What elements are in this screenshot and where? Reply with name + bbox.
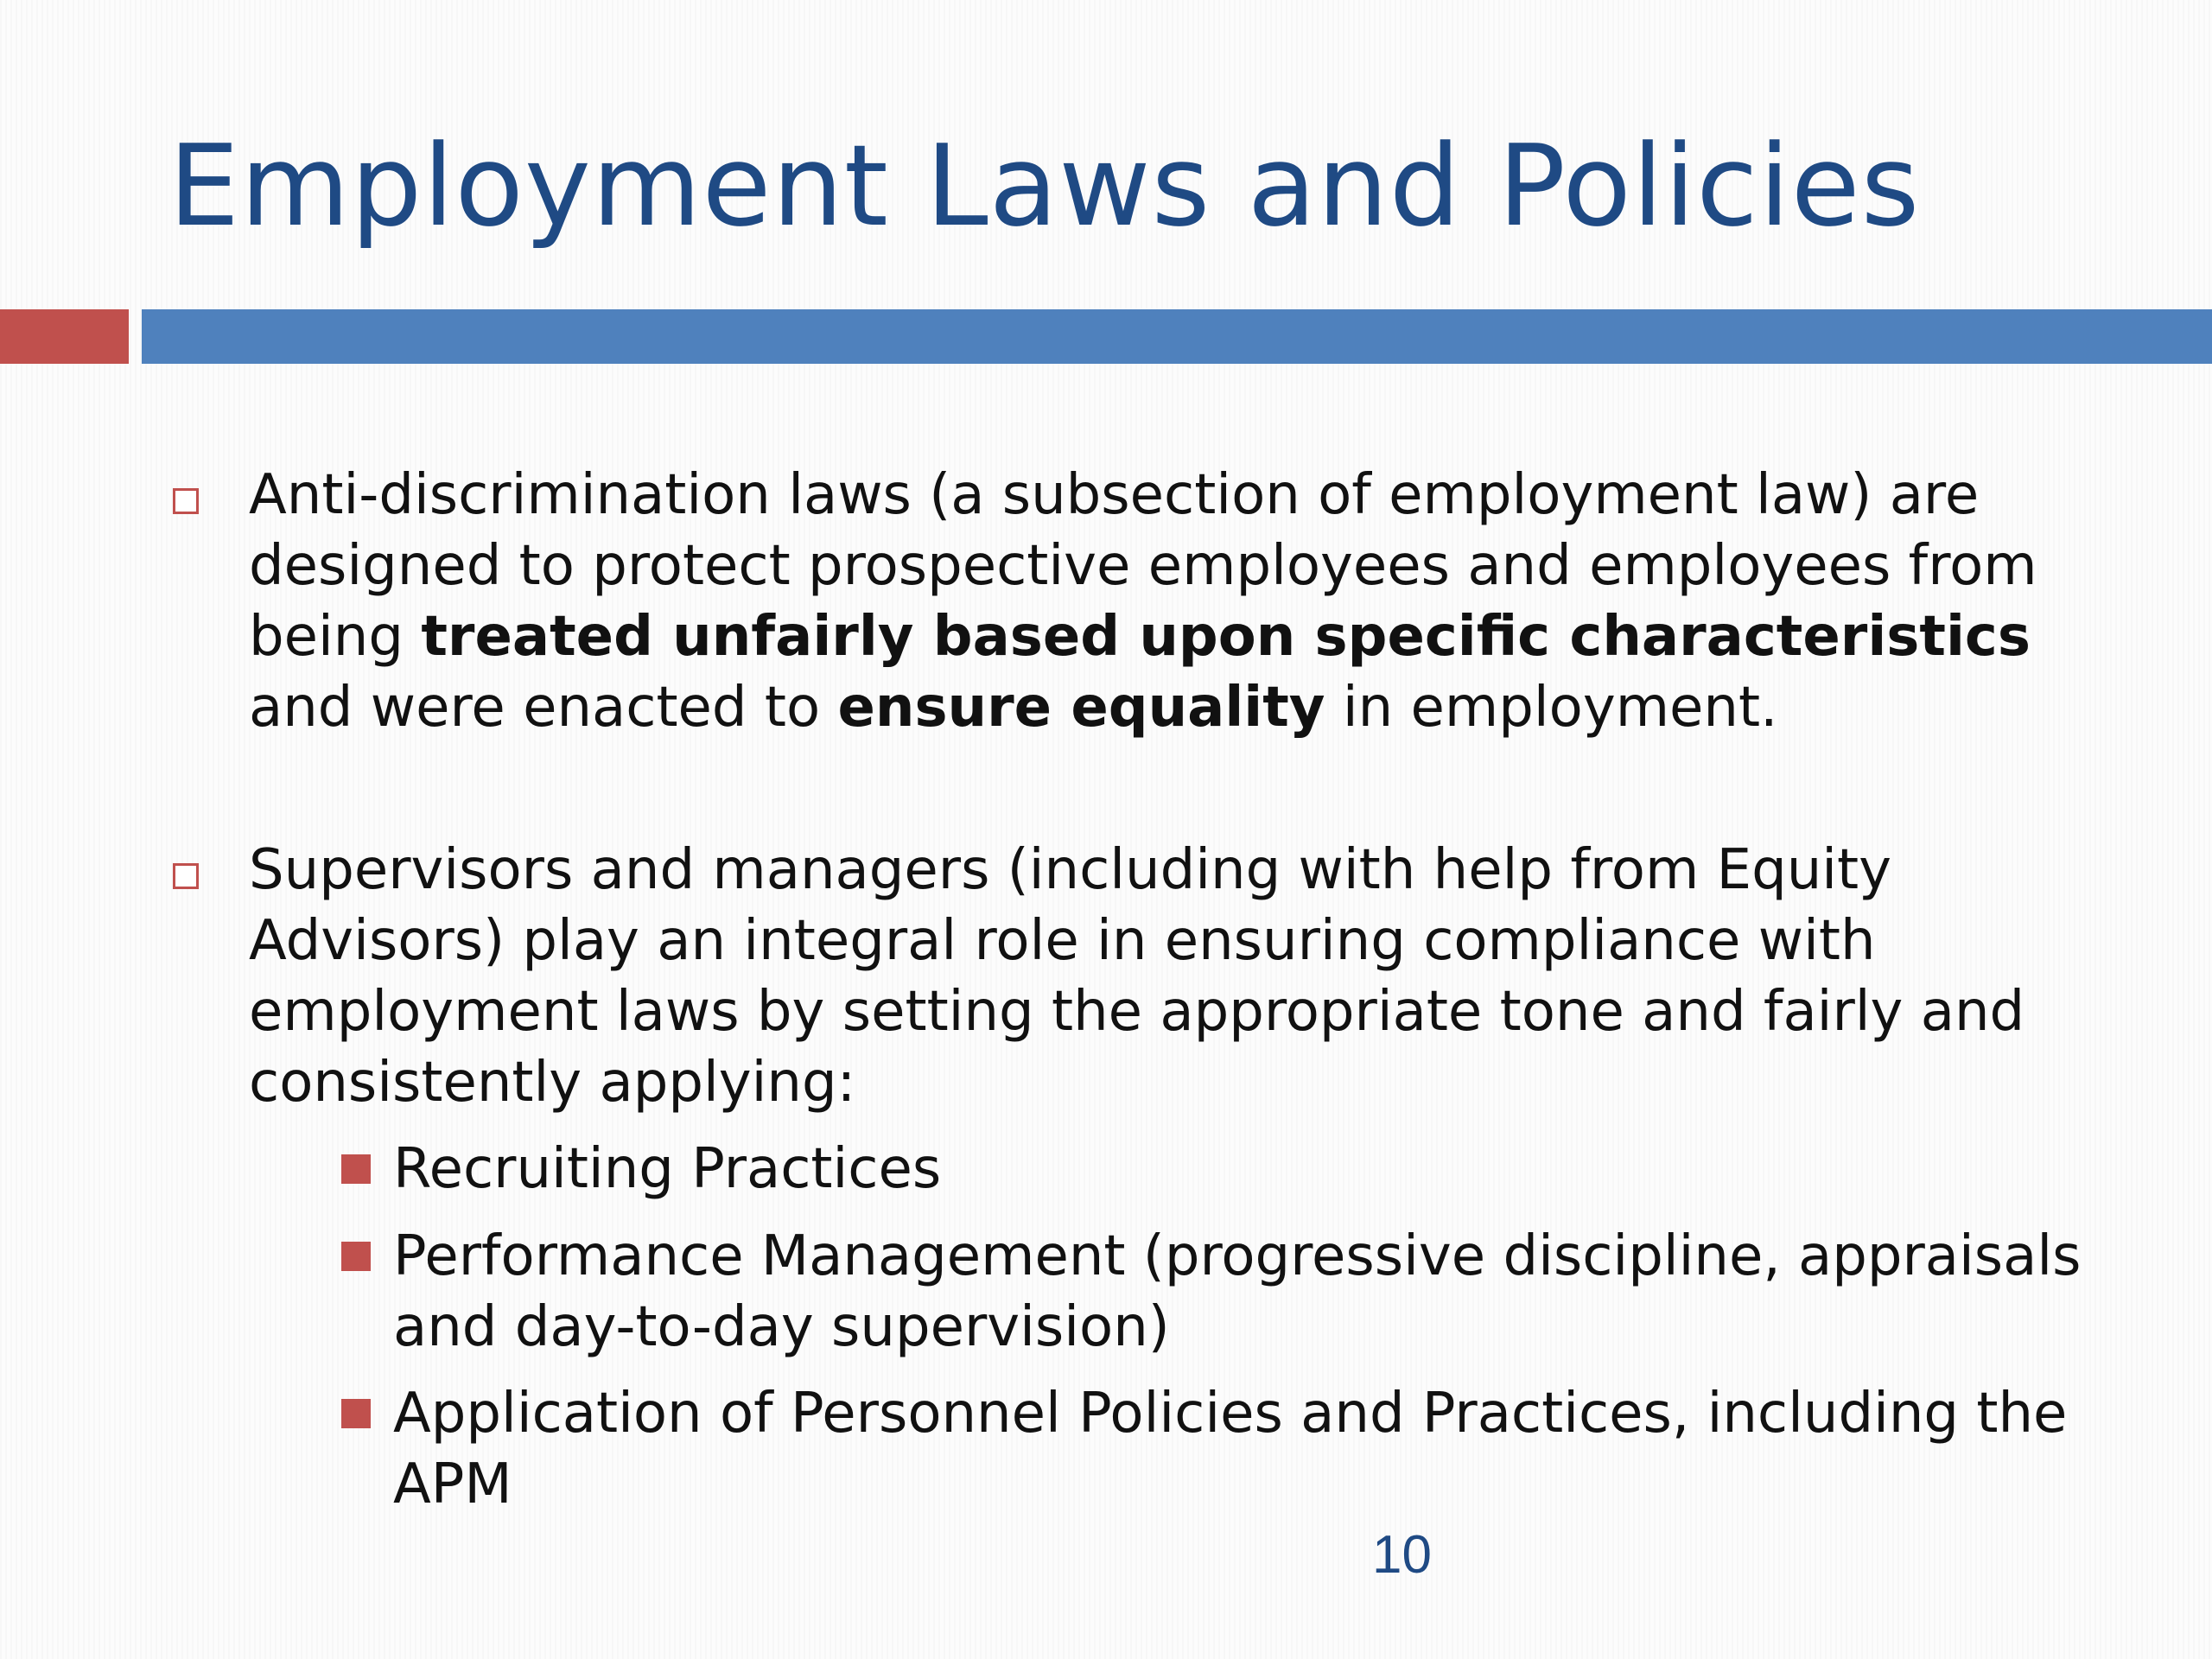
bullet-text: in employment. [1325, 676, 1778, 740]
bullet-supervisors: Supervisors and managers (including with help from Equity Advisors) play an integral role in ensuring compliance with employment laws by setting the appropriate tone and fairly and consistently applying: [249, 838, 2025, 1115]
bullet-emphasis: treated unfairly based upon specific characteristics [421, 605, 2031, 669]
page-number: 10 [1372, 1525, 1432, 1585]
sub-bullet-performance: Performance Management (progressive discipline, appraisals and day-to-day supervision) [393, 1224, 2082, 1359]
sub-bullet-recruiting: Recruiting Practices [393, 1137, 942, 1201]
filled-square-bullet-icon [341, 1154, 371, 1184]
filled-square-bullet-icon [341, 1399, 371, 1428]
hollow-square-bullet-icon [173, 488, 199, 514]
bullet-emphasis: ensure equality [837, 676, 1325, 740]
bullet-text: Anti-discrimination laws (a subsection of employment law) are designed to protect prospective employees and employees from being [249, 463, 2037, 669]
slide-title: Employment Laws and Policies [168, 120, 1921, 251]
bullet-text: and were enacted to [249, 676, 838, 740]
sub-bullet-personnel-policies: Application of Personnel Policies and Practices, including the APM [393, 1382, 2068, 1516]
bullet-anti-discrimination [249, 460, 2063, 743]
hollow-square-bullet-icon [173, 863, 199, 889]
filled-square-bullet-icon [341, 1242, 371, 1271]
